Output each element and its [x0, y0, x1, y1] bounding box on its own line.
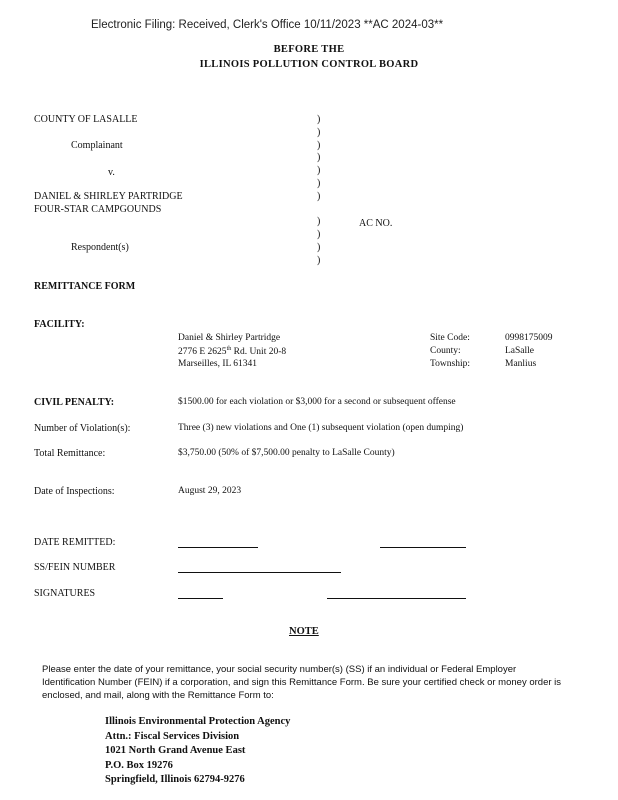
complainant-name: COUNTY OF LASALLE — [34, 114, 138, 125]
paren: ) — [317, 152, 321, 164]
site-code-value: 0998175009 — [505, 333, 553, 343]
date-remitted-label: DATE REMITTED: — [34, 537, 116, 548]
inspection-date-label: Date of Inspections: — [34, 486, 115, 497]
site-code-label: Site Code: — [430, 333, 470, 343]
violations-label: Number of Violation(s): — [34, 423, 131, 434]
inspection-date-value: August 29, 2023 — [178, 486, 242, 496]
signature-line-1[interactable] — [178, 598, 223, 599]
ss-fein-label: SS/FEIN NUMBER — [34, 562, 116, 573]
facility-name: Daniel & Shirley Partridge — [178, 333, 281, 343]
respondent-name-line-2: FOUR-STAR CAMPGOUNDS — [34, 204, 162, 215]
mailing-address-line: 1021 North Grand Avenue East — [105, 745, 246, 756]
mailing-address-line: Illinois Environmental Protection Agency — [105, 716, 291, 727]
mailing-address — [105, 715, 290, 788]
site-code-row — [430, 333, 553, 343]
paren: ) — [317, 190, 321, 202]
title-line-2: ILLINOIS POLLUTION CONTROL BOARD — [199, 59, 419, 70]
paren: ) — [317, 229, 321, 241]
signature-line-2[interactable] — [327, 598, 466, 599]
county-value: LaSalle — [505, 346, 535, 356]
total-remittance-label: Total Remittance: — [34, 448, 106, 459]
facility-address-line-2: Marseilles, IL 61341 — [178, 359, 258, 369]
respondent-label: Respondent(s) — [71, 242, 129, 253]
form-title: REMITTANCE FORM — [34, 281, 136, 292]
date-remitted-line[interactable] — [178, 547, 258, 548]
paren: ) — [317, 126, 321, 138]
township-row — [430, 359, 536, 369]
violations-value: Three (3) new violations and One (1) subsequent violation (open dumping) — [178, 423, 464, 433]
date-remitted-line-2[interactable] — [380, 547, 466, 548]
respondent-name-line-1: DANIEL & SHIRLEY PARTRIDGE — [34, 191, 183, 202]
paren: ) — [317, 241, 321, 253]
paren: ) — [317, 216, 321, 228]
facility-address-line-1: 2776 E 2625th Rd. Unit 20-8 — [178, 346, 287, 358]
paren: ) — [317, 139, 321, 151]
township-value: Manlius — [505, 359, 537, 369]
township-label: Township: — [430, 359, 470, 369]
complainant-label: Complainant — [71, 140, 123, 151]
paren: ) — [317, 114, 321, 125]
case-number-label: AC NO. — [359, 218, 393, 229]
mailing-address-line: P.O. Box 19276 — [105, 759, 173, 771]
title-line-1: BEFORE THE — [273, 44, 345, 55]
note-body: Please enter the date of your remittance, your social security number(s) (SS) if an individual or Federal Employer Identification Number (FEIN) if a corporation, and sign this Remittance Form. Be sure your certified check or money order is enclosed, and mail, along with the Remittance Form to: — [42, 664, 562, 701]
facility-label: FACILITY: — [34, 319, 85, 330]
filing-stamp: Electronic Filing: Received, Clerk's Office 10/11/2023 **AC 2024-03** — [91, 19, 444, 31]
signatures-label: SIGNATURES — [34, 588, 96, 599]
versus-label: v. — [108, 167, 115, 178]
paren: ) — [317, 254, 321, 266]
county-label: County: — [430, 346, 461, 356]
paren — [317, 204, 320, 217]
mailing-address-line: Springfield, Illinois 62794-9276 — [105, 774, 245, 785]
civil-penalty-value: $1500.00 for each violation or $3,000 for a second or subsequent offense — [178, 397, 456, 407]
ss-fein-line[interactable] — [178, 572, 341, 573]
civil-penalty-label: CIVIL PENALTY: — [34, 397, 115, 408]
mailing-address-line: Attn.: Fiscal Services Division — [105, 730, 240, 742]
total-remittance-value: $3,750.00 (50% of $7,500.00 penalty to LaSalle County) — [178, 448, 395, 458]
caption-parentheses — [317, 114, 320, 268]
paren: ) — [317, 165, 321, 177]
note-heading: NOTE — [289, 626, 319, 637]
county-row — [430, 346, 534, 356]
paren: ) — [317, 177, 321, 189]
